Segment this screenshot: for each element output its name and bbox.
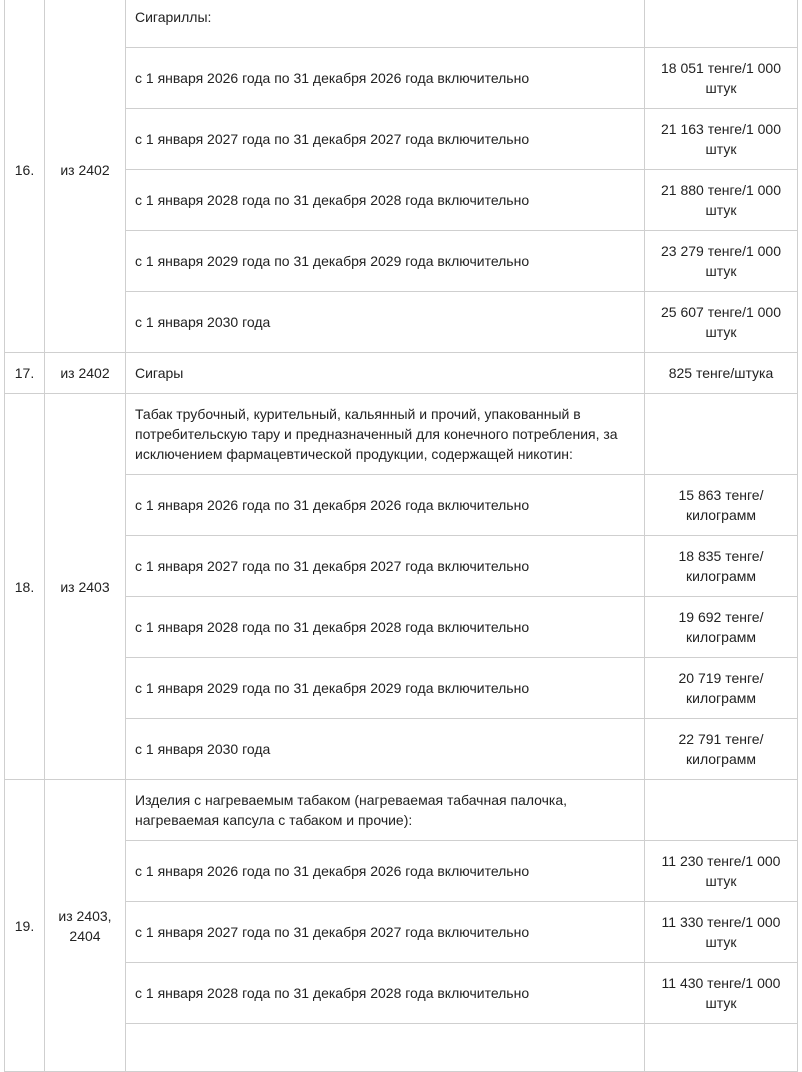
table-row [5, 780, 798, 841]
period-cell: с 1 января 2029 года по 31 декабря 2029 года включительно [126, 231, 645, 292]
rate-cell: 18 051 тенге/1 000 штук [645, 48, 798, 109]
rate-cell: 25 607 тенге/1 000 штук [645, 292, 798, 353]
table-row [5, 394, 798, 475]
period-cell [126, 1024, 645, 1072]
tnved-code: из 2402 [45, 353, 126, 394]
row-number: 18. [5, 394, 45, 780]
period-cell: с 1 января 2029 года по 31 декабря 2029 года включительно [126, 658, 645, 719]
rate-cell: 21 880 тенге/1 000 штук [645, 170, 798, 231]
rate-cell [645, 1024, 798, 1072]
rate-cell [645, 0, 798, 48]
row-number: 16. [5, 0, 45, 353]
tnved-code: из 2403 [45, 394, 126, 780]
period-cell: с 1 января 2026 года по 31 декабря 2026 года включительно [126, 48, 645, 109]
period-cell: с 1 января 2028 года по 31 декабря 2028 года включительно [126, 170, 645, 231]
period-cell: с 1 января 2027 года по 31 декабря 2027 года включительно [126, 109, 645, 170]
rate-cell [645, 780, 798, 841]
rate-cell: 15 863 тенге/ килограмм [645, 475, 798, 536]
rate-cell: 22 791 тенге/ килограмм [645, 719, 798, 780]
rate-cell: 11 230 тенге/1 000 штук [645, 841, 798, 902]
period-cell: с 1 января 2027 года по 31 декабря 2027 года включительно [126, 536, 645, 597]
period-cell: с 1 января 2030 года [126, 719, 645, 780]
rate-cell [645, 394, 798, 475]
product-name: Сигары [126, 353, 645, 394]
tnved-code: из 2403, 2404 [45, 780, 126, 1072]
rate-cell: 21 163 тенге/1 000 штук [645, 109, 798, 170]
excise-rates-table [4, 0, 798, 1072]
period-cell: с 1 января 2028 года по 31 декабря 2028 года включительно [126, 597, 645, 658]
period-cell: с 1 января 2030 года [126, 292, 645, 353]
product-name: Сигариллы: [126, 0, 645, 48]
table-row [5, 0, 798, 48]
period-cell: с 1 января 2028 года по 31 декабря 2028 года включительно [126, 963, 645, 1024]
period-cell: с 1 января 2026 года по 31 декабря 2026 года включительно [126, 475, 645, 536]
product-name: Изделия с нагреваемым табаком (нагреваемая табачная палочка, нагреваемая капсула с табаком и прочие): [126, 780, 645, 841]
tnved-code: из 2402 [45, 0, 126, 353]
rate-cell: 11 330 тенге/1 000 штук [645, 902, 798, 963]
row-number: 17. [5, 353, 45, 394]
rate-cell: 825 тенге/штука [645, 353, 798, 394]
period-cell: с 1 января 2026 года по 31 декабря 2026 года включительно [126, 841, 645, 902]
rate-cell: 19 692 тенге/ килограмм [645, 597, 798, 658]
product-name: Табак трубочный, курительный, кальянный и прочий, упакованный в потребительскую тару и предназначенный для конечного потребления, за исключением фармацевтической продукции, содержащей никотин: [126, 394, 645, 475]
rate-cell: 23 279 тенге/1 000 штук [645, 231, 798, 292]
period-cell: с 1 января 2027 года по 31 декабря 2027 года включительно [126, 902, 645, 963]
row-number: 19. [5, 780, 45, 1072]
rate-cell: 11 430 тенге/1 000 штук [645, 963, 798, 1024]
rate-cell: 20 719 тенге/ килограмм [645, 658, 798, 719]
table-row [5, 353, 798, 394]
rate-cell: 18 835 тенге/ килограмм [645, 536, 798, 597]
